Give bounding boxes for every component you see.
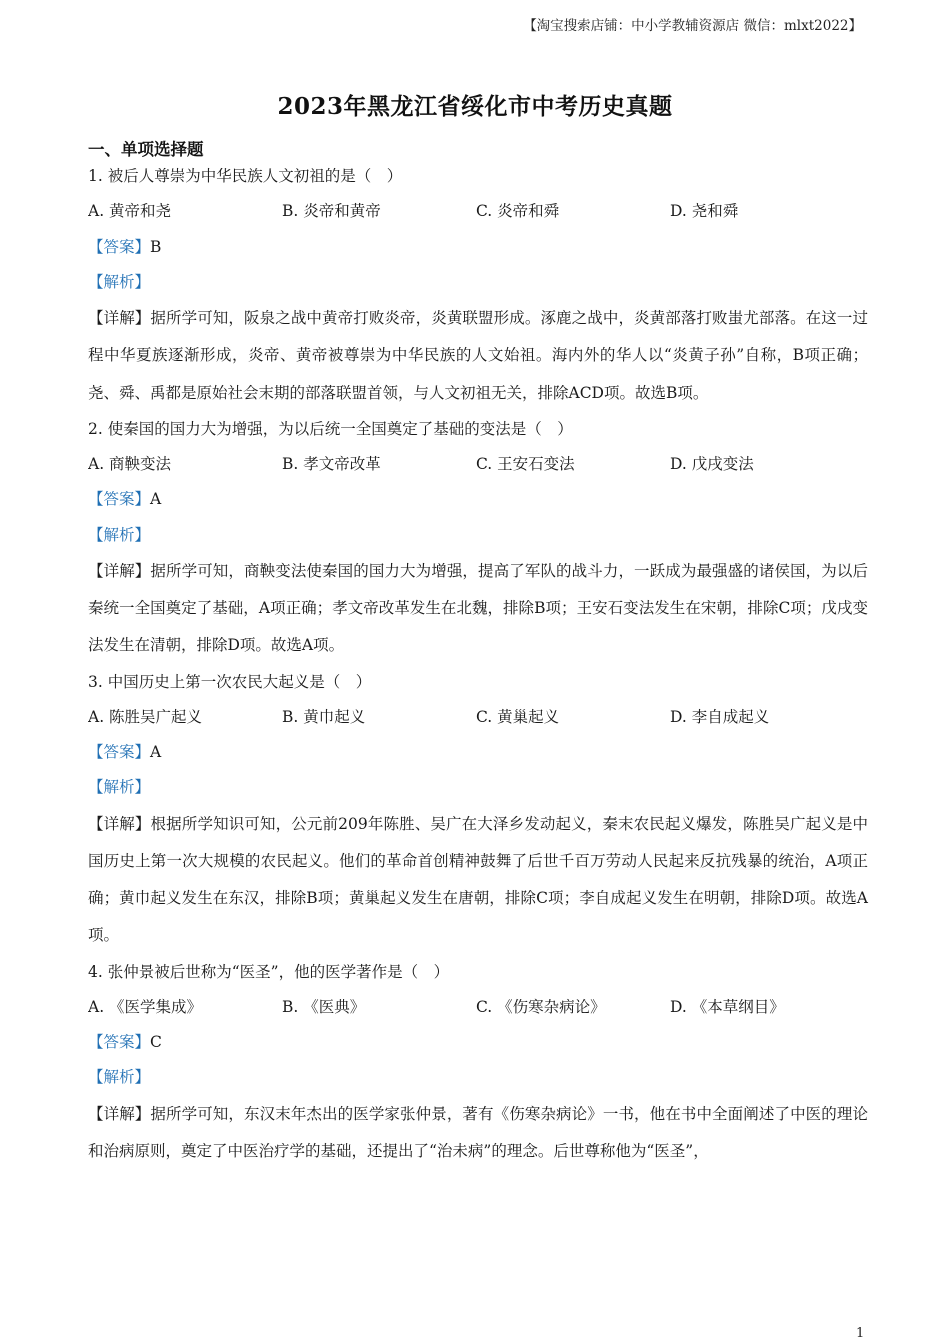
detail-label: 【详解】 [88, 1104, 151, 1123]
analysis-label: 【解析】 [88, 272, 151, 291]
option-d: D. 《本草纲目》 [670, 997, 785, 1016]
question-1 [88, 159, 868, 412]
detail-text: 据所学可知，商鞅变法使秦国的国力大为增强，提高了军队的战斗力，一跃成为最强盛的诸侯国，为以后秦统一全国奠定了基础，A项正确；孝文帝改革发生在北魏，排除B项；王安石变法发生在宋朝，排除C项；戊戌变法发生在清朝，排除D项。故选A项。 [88, 561, 868, 655]
option-row [88, 700, 868, 735]
option-a: A. 《医学集成》 [88, 997, 203, 1016]
option-row [88, 447, 868, 482]
option-b: B. 《医典》 [282, 997, 366, 1016]
page-number: 1 [856, 1326, 865, 1341]
detail-paragraph [88, 806, 868, 955]
option-c: C. 炎帝和舜 [476, 202, 560, 221]
answer-value: C [150, 1033, 162, 1052]
detail-text: 据所学可知，东汉末年杰出的医学家张仲景，著有《伤寒杂病论》一书，他在书中全面阐述了中医的理论和治病原则，奠定了中医治疗学的基础，还提出了“治未病”的理念。后世尊称他为“医圣”， [88, 1104, 868, 1160]
question-stem: 3. 中国历史上第一次农民大起义是（ ） [88, 672, 372, 691]
option-d: D. 李自成起义 [670, 707, 770, 726]
question-3 [88, 665, 868, 955]
option-c: C. 黄巢起义 [476, 707, 560, 726]
option-d: D. 尧和舜 [670, 202, 739, 221]
question-list [88, 159, 868, 1170]
page-title: 2023年黑龙江省绥化市中考历史真题 [277, 93, 673, 120]
detail-paragraph [88, 1096, 868, 1170]
answer-line [88, 230, 868, 265]
answer-value: B [150, 237, 162, 256]
answer-value: A [150, 743, 162, 762]
detail-paragraph [88, 300, 868, 412]
question-stem: 2. 使秦国的国力大为增强，为以后统一全国奠定了基础的变法是（ ） [88, 419, 573, 438]
option-b: B. 孝文帝改革 [282, 455, 381, 474]
question-stem: 1. 被后人尊崇为中华民族人文初祖的是（ ） [88, 167, 403, 185]
question-2 [88, 412, 868, 665]
option-a: A. 陈胜吴广起义 [88, 707, 203, 726]
detail-text: 据所学可知，阪泉之战中黄帝打败炎帝，炎黄联盟形成。涿鹿之战中，炎黄部落打败蚩尤部落。在这一过程中华夏族逐渐形成，炎帝、黄帝被尊崇为中华民族的人文始祖。海内外的华人以“炎黄子孙”自称，B项正确；尧、舜、禹都是原始社会末期的部落联盟首领，与人文初祖无关，排除ACD项。故选B项。 [88, 309, 868, 402]
answer-line [88, 1025, 868, 1060]
answer-line [88, 482, 868, 517]
detail-label: 【详解】 [88, 309, 151, 328]
answer-value: A [150, 490, 162, 509]
option-c: C. 王安石变法 [476, 455, 575, 474]
answer-label: 【答案】 [88, 490, 151, 509]
analysis-label: 【解析】 [88, 778, 151, 797]
option-a: A. 黄帝和尧 [88, 202, 172, 221]
option-b: B. 黄巾起义 [282, 707, 366, 726]
option-c: C. 《伤寒杂病论》 [476, 997, 606, 1016]
option-a: A. 商鞅变法 [88, 455, 172, 474]
answer-line [88, 735, 868, 770]
analysis-label: 【解析】 [88, 1068, 151, 1087]
detail-text: 根据所学知识可知，公元前209年陈胜、吴广在大泽乡发动起义，秦末农民起义爆发，陈胜吴广起义是中国历史上第一次大规模的农民起义。他们的革命首创精神鼓舞了后世千百万劳动人民起来反抗残暴的统治，A项正确；黄巾起义发生在东汉，排除B项；黄巢起义发生在唐朝，排除C项；李自成起义发生在明朝，排除D项。故选A项。 [88, 814, 868, 945]
option-row [88, 990, 868, 1025]
option-row [88, 194, 868, 229]
analysis-label: 【解析】 [88, 525, 151, 544]
detail-paragraph [88, 553, 868, 665]
section-title: 一、单项选择题 [88, 140, 204, 159]
detail-label: 【详解】 [88, 561, 151, 580]
answer-label: 【答案】 [88, 1033, 151, 1052]
question-stem: 4. 张仲景被后世称为“医圣”，他的医学著作是（ ） [88, 962, 450, 981]
answer-label: 【答案】 [88, 237, 151, 256]
option-b: B. 炎帝和黄帝 [282, 202, 381, 221]
answer-label: 【答案】 [88, 743, 151, 762]
question-4 [88, 955, 868, 1171]
option-d: D. 戊戌变法 [670, 455, 754, 474]
header-note: 【淘宝搜索店铺：中小学教辅资源店 微信：mlxt2022】 [523, 18, 862, 34]
detail-label: 【详解】 [88, 814, 151, 833]
